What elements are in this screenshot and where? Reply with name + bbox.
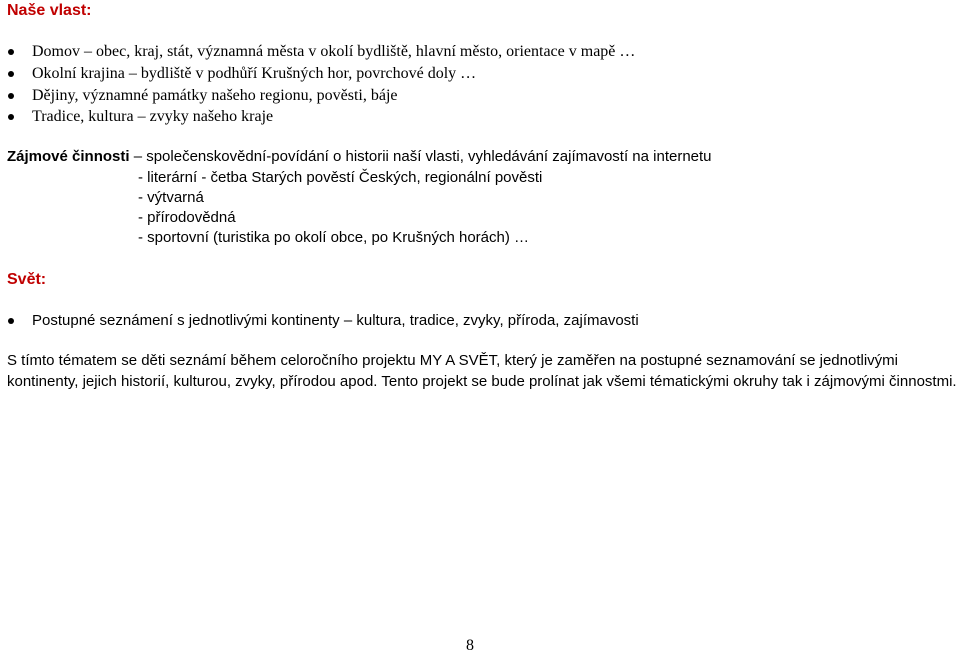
section-heading-world: Svět:	[7, 271, 47, 288]
page-number: 8	[466, 637, 474, 654]
interests-label: Zájmové činnosti	[7, 148, 130, 165]
interests-sub-item: - přírodovědná	[138, 209, 236, 226]
bullet-icon	[8, 71, 14, 77]
list-item-text: Domov – obec, kraj, stát, významná města v okolí bydliště, hlavní město, orientace v mapě …	[32, 43, 636, 60]
interests-sub-item: - výtvarná	[138, 189, 204, 206]
bullet-icon	[8, 318, 14, 324]
bullet-icon	[8, 93, 14, 99]
interests-line	[7, 147, 712, 167]
bullet-icon	[8, 49, 14, 55]
section-heading-home: Naše vlast:	[7, 2, 92, 19]
list-item-text: Postupné seznámení s jednotlivými kontinenty – kultura, tradice, zvyky, příroda, zajímavosti	[32, 312, 639, 329]
interests-sub-item: - literární - četba Starých pověstí Českých, regionální pověsti	[138, 169, 543, 186]
list-item-text: Tradice, kultura – zvyky našeho kraje	[32, 108, 274, 125]
list-item-text: Dějiny, významné památky našeho regionu, pověsti, báje	[32, 87, 398, 104]
bullet-icon	[8, 114, 14, 120]
list-item-text: Okolní krajina – bydliště v podhůří Krušných hor, povrchové doly …	[32, 65, 477, 82]
project-paragraph: S tímto tématem se děti seznámí během celoročního projektu MY A SVĚT, který je zaměřen na postupné seznamování se jednotlivými kontinenty, jejich historií, kulturou, zvyky, přírodou apod. Tento projekt se bude prolínat jak všemi tématickými okruhy tak i zájmovými činnostmi.	[7, 352, 957, 390]
interests-first-line: – společenskovědní-povídání o historii naší vlasti, vyhledávání zajímavostí na internetu	[129, 148, 712, 165]
interests-sub-item: - sportovní (turistika po okolí obce, po Krušných horách) …	[138, 229, 530, 246]
